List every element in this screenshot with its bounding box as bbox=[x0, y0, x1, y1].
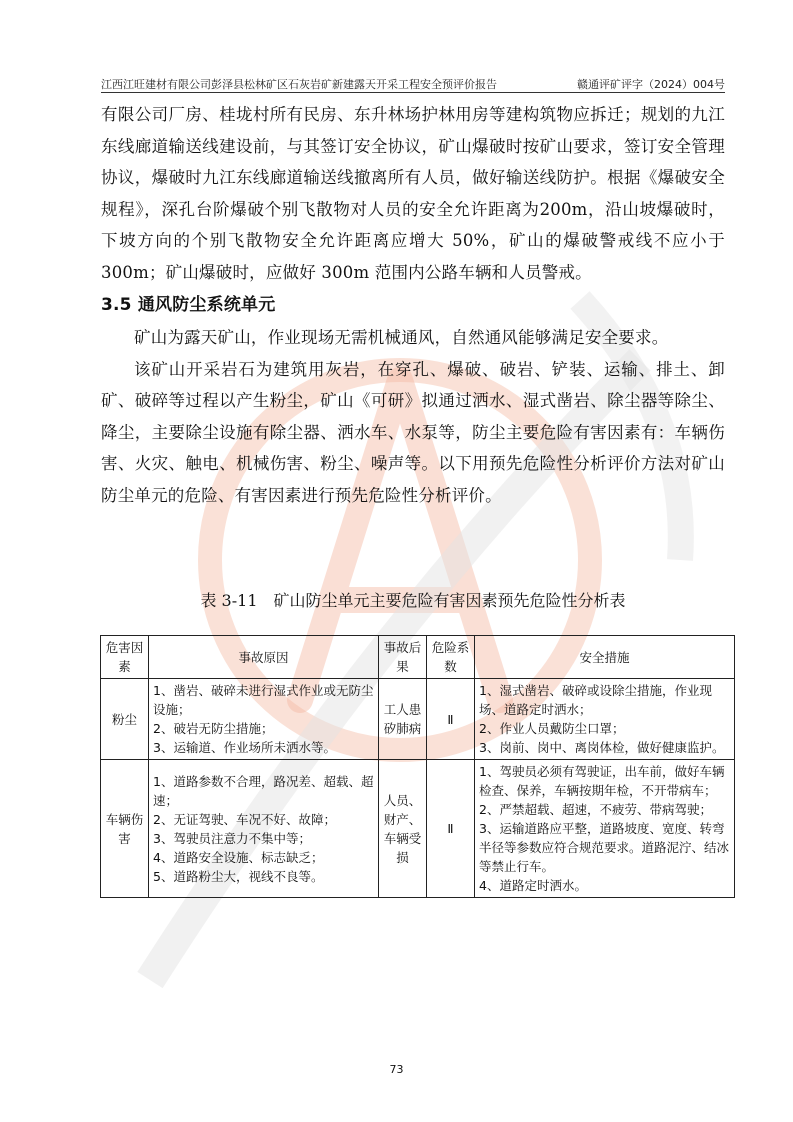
cell-measures bbox=[475, 760, 735, 898]
measure-line: 3、运输道路应平整，道路坡度、宽度、转弯半径等参数应符合规范要求。道路泥泞、结冰等禁止行车。 bbox=[479, 821, 730, 874]
measure-line: 2、严禁超载、超速，不疲劳、带病驾驶； bbox=[479, 802, 712, 817]
measure-line: 3、岗前、岗中、离岗体检，做好健康监护。 bbox=[479, 740, 725, 755]
table-row bbox=[101, 679, 735, 760]
table-header-row bbox=[101, 636, 735, 679]
cell-level: Ⅱ bbox=[427, 760, 475, 898]
measure-line: 2、作业人员戴防尘口罩； bbox=[479, 721, 625, 736]
cell-causes bbox=[149, 760, 379, 898]
measure-line: 1、驾驶员必须有驾驶证，出车前，做好车辆检查、保养，车辆按期年检，不开带病车； bbox=[479, 764, 725, 798]
page-header bbox=[101, 76, 725, 92]
section-title: 3.5 通风防尘系统单元 bbox=[101, 295, 276, 315]
cause-line: 1、道路参数不合理，路况差、超载、超速； bbox=[153, 773, 374, 808]
header-consequence: 事故后果 bbox=[379, 636, 427, 679]
cell-consequence: 工人患矽肺病 bbox=[379, 679, 427, 760]
cause-line: 4、道路安全设施、标志缺乏； bbox=[153, 849, 324, 865]
table-caption: 表 3-11 矿山防尘单元主要危险有害因素预先危险性分析表 bbox=[200, 591, 626, 610]
header-divider bbox=[101, 92, 725, 93]
paragraph-blasting: 有限公司厂房、桂垅村所有民房、东升林场护林用房等建构筑物应拆迁；规划的九江东线廊道输送线建设前，与其签订安全协议，矿山爆破时按矿山要求，签订安全管理协议，爆破时九江东线廊道输送线撤离所有人员，做好输送线防护。根据《爆破安全规程》，深孔台阶爆破个别飞散物对人员的安全允许距离为200m，沿山坡爆破时，下坡方向的个别飞散物安全允许距离应增大 50%，矿山的爆破警戒线不应小于 300m；矿山爆破时，应做好 300m 范围内公路车辆和人员警戒。 bbox=[101, 105, 725, 282]
measure-line: 1、湿式凿岩、破碎或设除尘措施，作业现场、道路定时洒水； bbox=[479, 683, 712, 717]
cause-line: 1、凿岩、破碎未进行湿式作业或无防尘设施； bbox=[153, 683, 374, 717]
cell-hazard: 车辆伤害 bbox=[101, 760, 149, 898]
header-measures: 安全措施 bbox=[475, 636, 735, 679]
cause-line: 5、道路粉尘大，视线不良等。 bbox=[153, 868, 324, 884]
header-level: 危险系数 bbox=[427, 636, 475, 679]
hazard-analysis-table bbox=[100, 635, 735, 898]
cell-causes bbox=[149, 679, 379, 760]
body-text bbox=[101, 99, 725, 511]
header-hazard: 危害因素 bbox=[101, 636, 149, 679]
cell-measures bbox=[475, 679, 735, 760]
cause-line: 3、运输道、作业场所未洒水等。 bbox=[153, 740, 336, 755]
table-row bbox=[101, 760, 735, 898]
paragraph-dust: 该矿山开采岩石为建筑用灰岩，在穿孔、爆破、破岩、铲装、运输、排土、卸矿、破碎等过程以产生粉尘，矿山《可研》拟通过洒水、湿式凿岩、除尘器等除尘、降尘，主要除尘设施有除尘器、洒水车、水泵等，防尘主要危险有害因素有：车辆伤害、火灾、触电、机械伤害、粉尘、噪声等。以下用预先危险性分析评价方法对矿山防尘单元的危险、有害因素进行预先危险性分析评价。 bbox=[101, 359, 725, 505]
cell-consequence: 人员、财产、车辆受损 bbox=[379, 760, 427, 898]
paragraph-ventilation: 矿山为露天矿山，作业现场无需机械通风，自然通风能够满足安全要求。 bbox=[134, 328, 669, 347]
cause-line: 2、无证驾驶、车况不好、故障； bbox=[153, 811, 336, 827]
page-number: 73 bbox=[389, 1063, 404, 1076]
header-causes: 事故原因 bbox=[149, 636, 379, 679]
cell-level: Ⅱ bbox=[427, 679, 475, 760]
cell-hazard: 粉尘 bbox=[101, 679, 149, 760]
cause-line: 2、破岩无防尘措施； bbox=[153, 721, 274, 736]
header-report-number: 赣通评矿评字（2024）004号 bbox=[577, 78, 725, 91]
cause-line: 3、驾驶员注意力不集中等； bbox=[153, 830, 311, 846]
header-title: 江西江旺建材有限公司彭泽县松林矿区石灰岩矿新建露天开采工程安全预评价报告 bbox=[101, 78, 497, 91]
measure-line: 4、道路定时洒水。 bbox=[479, 878, 587, 893]
